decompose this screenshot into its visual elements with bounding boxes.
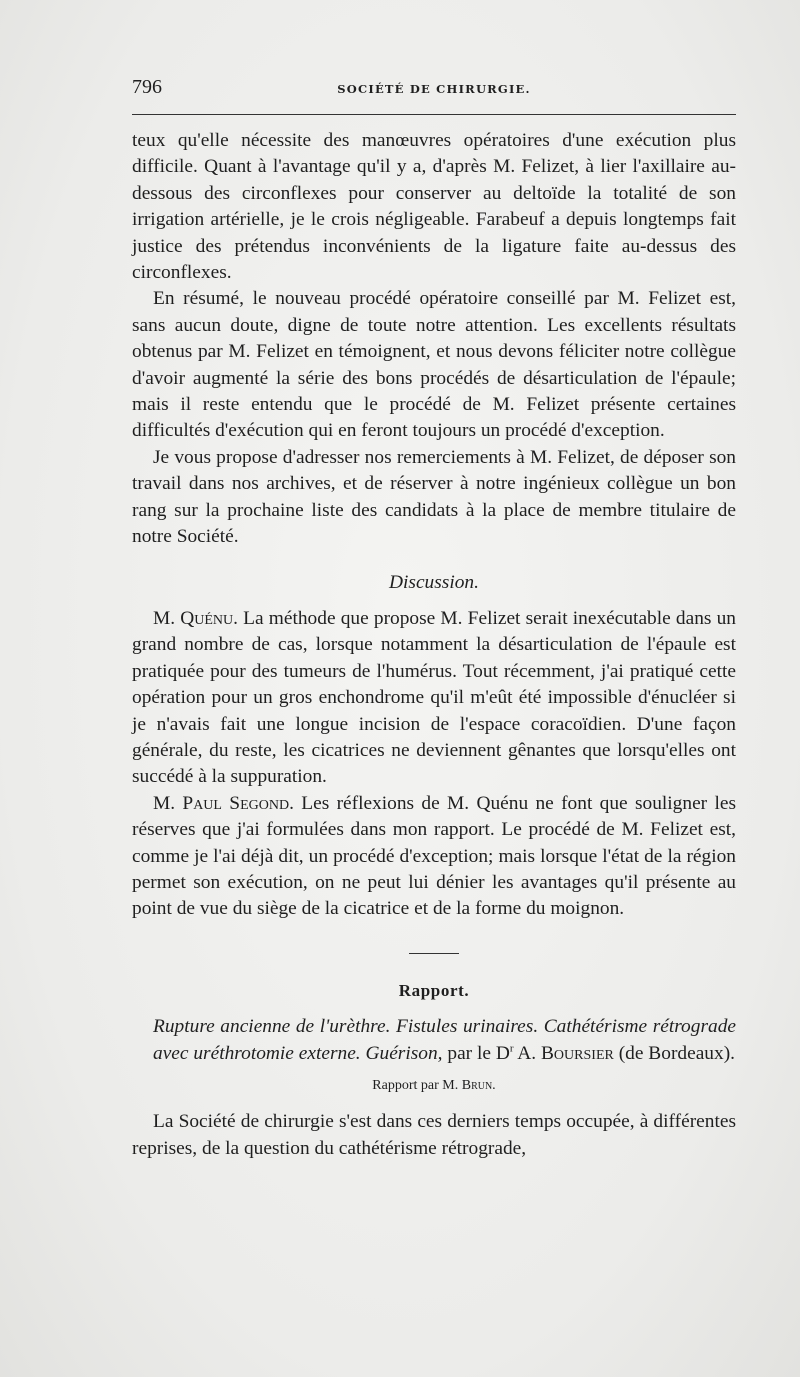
section-divider [409,953,459,954]
by-line-prefix: Rapport par M. [372,1078,459,1093]
author-city: (de Bordeaux). [618,1042,735,1064]
speaker-quenu: M. Quénu. [153,607,238,629]
discussion-heading: Discussion. [389,571,479,593]
paragraph-segond [132,791,736,923]
header-rule [132,114,736,115]
page-number: 796 [132,76,162,98]
quenu-remarks: La méthode que propose M. Felizet serait inexécutable dans un grand nombre de cas, lorsque notamment la désarticulation de l'épaule est pratiquée pour des tumeurs de l'humérus. Tout récemment, j'ai pratiqué cette opération pour un gros enchondrome qu'il m'eût été impossible d'énucléer si je n'avais fait une longue incision de l'espace coracoïdien. D'une façon générale, du reste, les cicatrices ne deviennent gênantes que lorsqu'elles ont succédé à la suppuration. [132,607,737,788]
paragraph-continuation: teux qu'elle nécessite des manœuvres opératoires d'une exécution plus difficile. Quant à l'avantage qu'il y a, d'après M. Felizet, à lier l'axillaire au-dessous des circonflexes pour conserver au deltoïde la totalité de son irrigation artérielle, je le crois négligeable. Farabeuf a depuis longtemps fait justice des prétendus inconvénients de la ligature faite au-dessus des circonflexes. [132,130,736,284]
report-by-line [132,1073,736,1099]
author-prefix: par le D [447,1042,510,1064]
running-head: SOCIÉTÉ DE CHIRURGIE. [337,82,531,96]
paragraph-report-intro: La Société de chirurgie s'est dans ces derniers temps occupée, à différentes reprises, de la question du cathétérisme rétrograde, [132,1111,736,1159]
paragraph-summary: En résumé, le nouveau procédé opératoire conseillé par M. Felizet est, sans aucun doute, digne de toute notre attention. Les excellents résultats obtenus par M. Felizet en témoignent, et nous devons féliciter notre collègue d'avoir augmenté la série des bons procédés de désarticulation de l'épaule; mais il reste entendu que le procédé de M. Felizet présente certaines difficultés d'exécution qui en feront toujours un procédé d'exception. [132,288,736,442]
author-initial: A. [517,1042,537,1064]
rapport-heading: Rapport. [398,980,470,1000]
page-header [132,76,736,102]
case-title-text: Rupture ancienne de l'urèthre. Fistules urinaires. Cathétérisme rétrograde avec uréthrotomie externe. Guérison, [153,1016,736,1064]
author-sup: r [509,1042,514,1055]
body-text [132,128,736,1162]
segond-remarks: Les réflexions de M. Quénu ne font que souligner les réserves que j'ai formulées dans mon rapport. Le procédé de M. Felizet est, comme je l'ai déjà dit, un procédé d'exception; mais lorsque l'état de la région permet son exécution, on ne peut lui dénier les avantages qu'il présente au point de vue du siège de la cicatrice et de la forme du moignon. [132,792,736,920]
by-line-name: Brun. [461,1078,496,1093]
author-name: Boursier [541,1042,614,1064]
speaker-segond: M. Paul Segond. [153,792,294,814]
paragraph-proposal: Je vous propose d'adresser nos remerciements à M. Felizet, de déposer son travail dans nos archives, et de réserver à notre ingénieux collègue un bon rang sur la prochaine liste des candidats à la place de membre titulaire de notre Société. [132,446,736,548]
case-title [132,1014,736,1067]
paragraph-quenu [132,606,736,791]
